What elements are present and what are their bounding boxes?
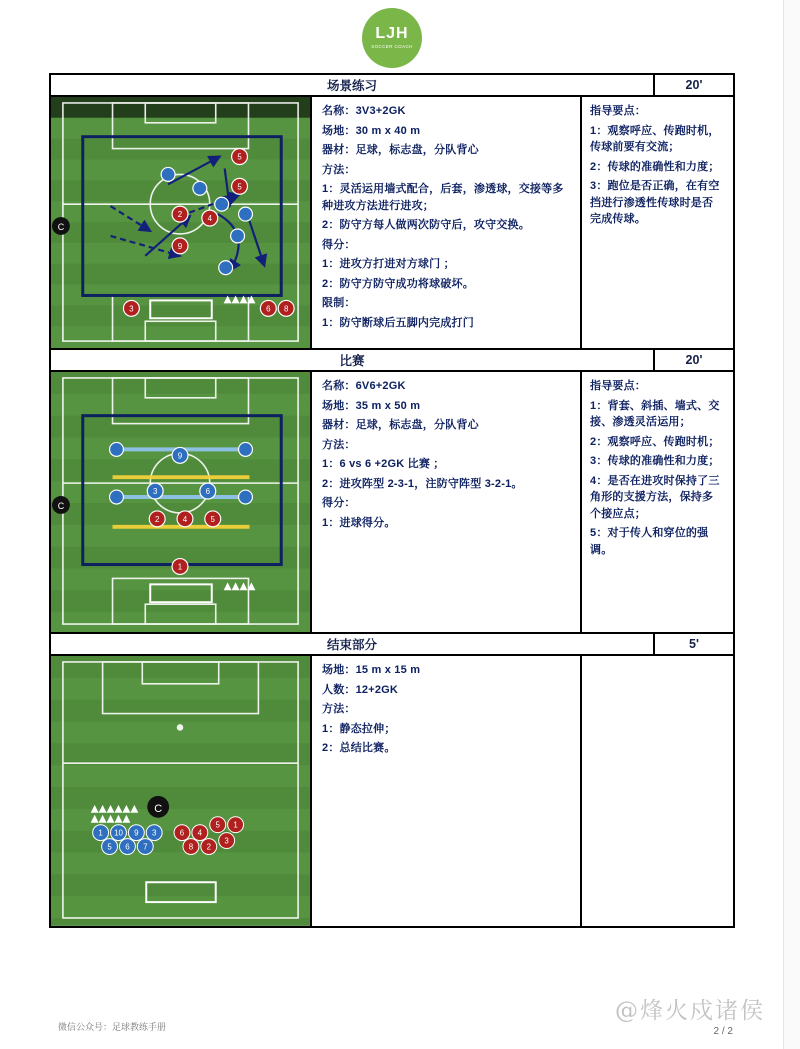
detail-line: 场地：30 m x 40 m	[322, 124, 421, 137]
note-line: 指导要点：	[590, 380, 646, 393]
page-right-margin	[784, 0, 800, 1049]
svg-text:3: 3	[151, 828, 157, 838]
detail-line: 得分：	[322, 238, 356, 251]
svg-text:6: 6	[125, 842, 130, 852]
svg-text:5: 5	[237, 182, 242, 192]
note-line: 1：观察呼应、传跑时机，传球前要有交流；	[590, 124, 720, 153]
svg-text:2: 2	[154, 514, 160, 524]
section-duration: 5'	[689, 637, 699, 652]
svg-text:5: 5	[210, 514, 215, 524]
note-line: 2：观察呼应、传跑时机；	[590, 435, 720, 448]
detail-line: 方法：	[322, 703, 356, 716]
note-line: 5：对于传人和穿位的强调。	[590, 527, 709, 556]
pitch-diagram-cooldown	[51, 656, 312, 926]
detail-line: 限制：	[322, 297, 356, 309]
detail-line: 1：防守断球后五脚内完成打门	[322, 316, 474, 329]
svg-text:C: C	[57, 500, 65, 511]
svg-text:8: 8	[188, 842, 194, 852]
svg-text:8: 8	[283, 304, 289, 314]
svg-text:5: 5	[215, 820, 220, 830]
svg-text:1: 1	[98, 828, 103, 838]
section-header	[51, 634, 733, 656]
detail-line: 场地：15 m x 15 m	[322, 664, 421, 677]
svg-text:6: 6	[205, 487, 210, 497]
detail-line: 器材：足球，标志盘，分队背心	[322, 419, 479, 432]
logo-container	[0, 8, 784, 68]
note-line: 2：传球的准确性和力度；	[590, 160, 720, 173]
detail-line: 名称：6V6+2GK	[322, 380, 406, 393]
logo-sub-text: SOCCER COACH	[371, 44, 413, 50]
detail-line: 2：总结比赛。	[322, 742, 396, 755]
section-scenario	[51, 75, 733, 350]
note-line: 4：是否在进攻时保持了三角形的支援方法，保持多个接应点；	[590, 474, 720, 520]
svg-text:1: 1	[177, 562, 183, 572]
page-number: 2 / 2	[713, 1026, 733, 1037]
svg-text:C: C	[57, 221, 65, 232]
pitch-diagram-match	[51, 372, 312, 632]
svg-text:6: 6	[266, 304, 271, 314]
svg-text:4: 4	[197, 828, 203, 838]
section-details-cooldown	[312, 656, 582, 926]
svg-text:6: 6	[179, 828, 185, 838]
section-title: 比赛	[51, 350, 655, 370]
section-body	[51, 97, 733, 348]
detail-line: 1：静态拉伸；	[322, 722, 396, 735]
svg-text:4: 4	[182, 514, 188, 524]
watermark-text: @烽火戍诸侯	[615, 998, 765, 1024]
pitch-diagram-scenario	[51, 97, 312, 348]
section-title: 场景练习	[51, 75, 655, 95]
svg-text:10: 10	[114, 828, 123, 838]
detail-line: 方法：	[322, 438, 356, 451]
svg-text:3: 3	[152, 487, 158, 497]
section-duration: 20'	[685, 78, 703, 92]
detail-line: 1：灵活运用墙式配合，后套，渗透球，交接等多种进攻方法进行进攻；	[322, 183, 564, 212]
ljh-logo	[362, 8, 422, 68]
detail-line: 1：进攻方打进对方球门 ；	[322, 258, 455, 270]
detail-line: 得分：	[322, 497, 356, 510]
detail-line: 方法：	[322, 163, 356, 176]
note-line: 3：跑位是否正确，在有空挡进行渗透性传球时是否完成传球。	[590, 180, 720, 225]
svg-text:5: 5	[107, 842, 112, 852]
section-duration: 20'	[685, 353, 703, 368]
detail-line: 场地：35 m x 50 m	[322, 399, 421, 412]
svg-text:4: 4	[207, 214, 212, 224]
session-plan-table	[49, 73, 735, 928]
svg-text:1: 1	[233, 820, 238, 830]
pitch-svg	[51, 656, 310, 926]
section-header	[51, 350, 733, 372]
detail-line: 人数：12+2GK	[322, 683, 399, 696]
section-notes-scenario	[582, 97, 731, 348]
detail-line: 名称：3V3+2GK	[322, 105, 406, 117]
detail-line: 2：进攻阵型 2-3-1，注防守阵型 3-2-1。	[322, 477, 523, 490]
section-details-match	[312, 372, 582, 632]
detail-line: 1：6 vs 6 +2GK 比赛 ；	[322, 458, 445, 471]
detail-line: 2：防守方每人做两次防守后，攻守交换。	[322, 219, 530, 231]
section-details-scenario	[312, 97, 582, 348]
pitch-svg	[51, 97, 310, 348]
detail-line: 2：防守方防守成功将球破坏。	[322, 277, 474, 290]
svg-text:9: 9	[134, 828, 139, 838]
svg-text:7: 7	[143, 842, 148, 852]
detail-line: 器材：足球，标志盘，分队背心	[322, 144, 479, 156]
logo-main-text: LJH	[375, 25, 409, 43]
pitch-svg	[51, 372, 310, 632]
svg-text:9: 9	[177, 241, 183, 251]
detail-line: 1：进球得分。	[322, 516, 396, 529]
footer-source: 微信公众号：足球教练手册	[58, 1022, 167, 1032]
svg-text:2: 2	[206, 842, 211, 852]
svg-text:3: 3	[129, 304, 134, 314]
section-cooldown	[51, 634, 733, 926]
section-body	[51, 372, 733, 632]
svg-text:C: C	[154, 802, 163, 815]
note-line: 3：传球的准确性和力度；	[590, 455, 720, 468]
section-title: 结束部分	[51, 634, 655, 654]
section-header	[51, 75, 733, 97]
svg-text:5: 5	[237, 152, 242, 162]
section-body	[51, 656, 733, 926]
svg-text:2: 2	[177, 210, 183, 220]
section-match	[51, 350, 733, 634]
section-notes-cooldown	[582, 656, 731, 926]
note-line: 1：背套、斜插、墙式、交接、渗透灵活运用；	[590, 399, 720, 429]
note-line: 指导要点：	[590, 105, 646, 117]
svg-text:9: 9	[177, 451, 183, 461]
svg-text:3: 3	[224, 836, 229, 846]
section-notes-match	[582, 372, 731, 632]
